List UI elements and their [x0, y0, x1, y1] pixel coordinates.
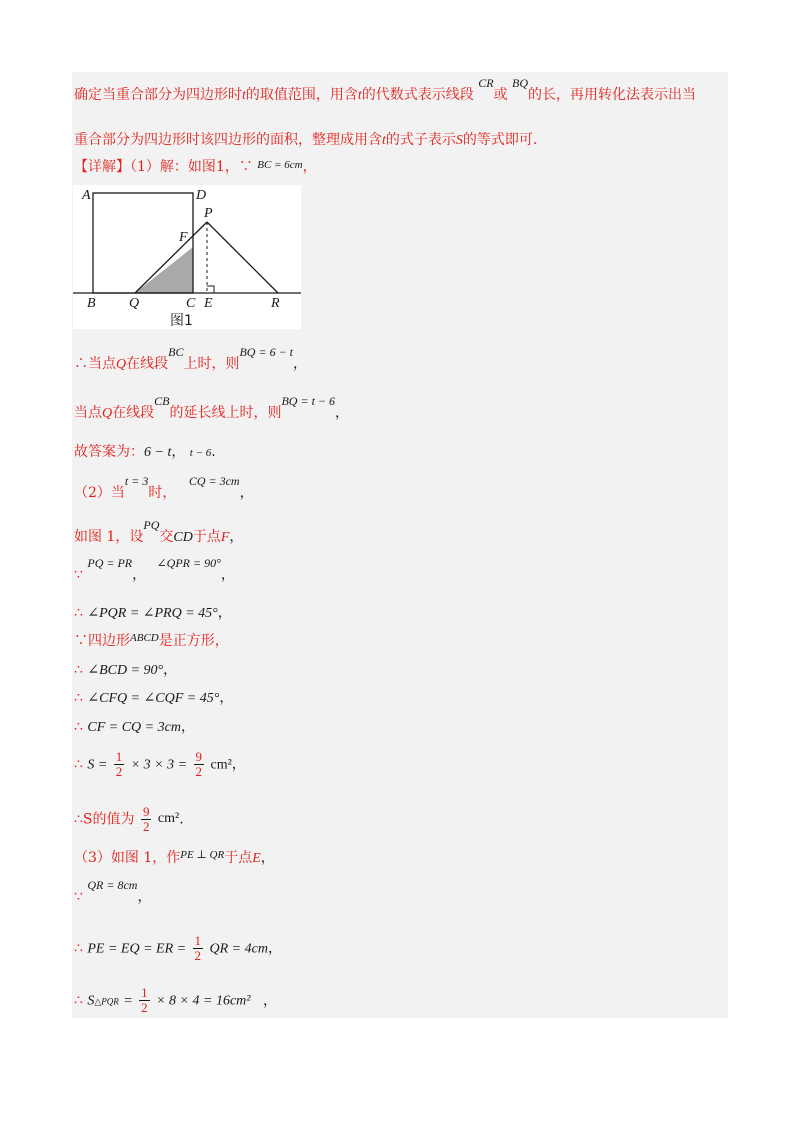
step-1: ∴当点Q在线段BC上时，则BQ = 6 − t，: [74, 345, 307, 372]
label-R: R: [271, 296, 280, 311]
label-D: D: [196, 188, 207, 203]
label-P: P: [204, 206, 213, 221]
step-14: （3）如图 1，作$^{PE \perp QR}$于点E，: [74, 849, 275, 866]
step-8: ∵四边形$^{ABCD}$是正方形，: [74, 632, 229, 649]
step-12: ∴ S = $\frac{1}{2}$ × 3 × 3 = $\frac{9}{2}$ cm²，: [74, 749, 246, 779]
step-9: ∴ ∠BCD = 90°，: [74, 662, 178, 678]
step-7: ∴ ∠PQR = ∠PRQ = 45°，: [74, 605, 232, 621]
label-F: F: [179, 230, 188, 245]
intro-line-2: 重合部分为四边形时该四边形的面积，整理成用含t的式子表示S的等式即可.: [74, 132, 538, 148]
step-2: 当点Q在线段CB的延长线上时，则BQ = t − 6，: [74, 394, 349, 421]
step-16: ∴ PE = EQ = ER = $\frac{1}{2}$ QR = 4cm，: [74, 933, 282, 963]
label-A: A: [82, 188, 91, 203]
step-11: ∴ CF = CQ = 3cm，: [74, 719, 195, 735]
right-angle-mark: [207, 286, 214, 293]
label-B: B: [87, 296, 96, 311]
step-10: ∴ ∠CFQ = ∠CQF = 45°，: [74, 690, 234, 706]
step-17: ∴ S△PQR = $\frac{1}{2}$ × 8 × 4 = 16cm² ，: [74, 985, 277, 1015]
step-6: ∵ PQ = PR， ∠QPR = 90°，: [74, 556, 235, 583]
shaded-triangle: [135, 247, 193, 293]
step-3: 故答案为：6 − t， t − 6.: [74, 444, 216, 460]
step-15: ∵ QR = 8cm，: [74, 878, 152, 905]
segment-pr: [207, 222, 278, 293]
step-5: 如图 1，设PQ交CD于点F，: [74, 518, 244, 545]
geometry-diagram: [73, 185, 301, 329]
label-E: E: [204, 296, 213, 311]
label-C: C: [186, 296, 196, 311]
figure-caption: 图1: [170, 313, 193, 329]
figure-1: [73, 185, 301, 329]
intro-line-1: 确定当重合部分为四边形时t的取值范围，用含t的代数式表示线段 CR或 BQ的长，再用转化法表示出当: [74, 76, 697, 103]
label-Q: Q: [129, 296, 140, 311]
step-13: ∴S的值为 $\frac{9}{2}$ cm².: [74, 804, 184, 834]
detail-line: 【详解】（1）解：如图1，∵ $^{BC = 6cm}$，: [74, 159, 317, 175]
step-4: （2）当t = 3时， CQ = 3cm，: [74, 474, 254, 501]
